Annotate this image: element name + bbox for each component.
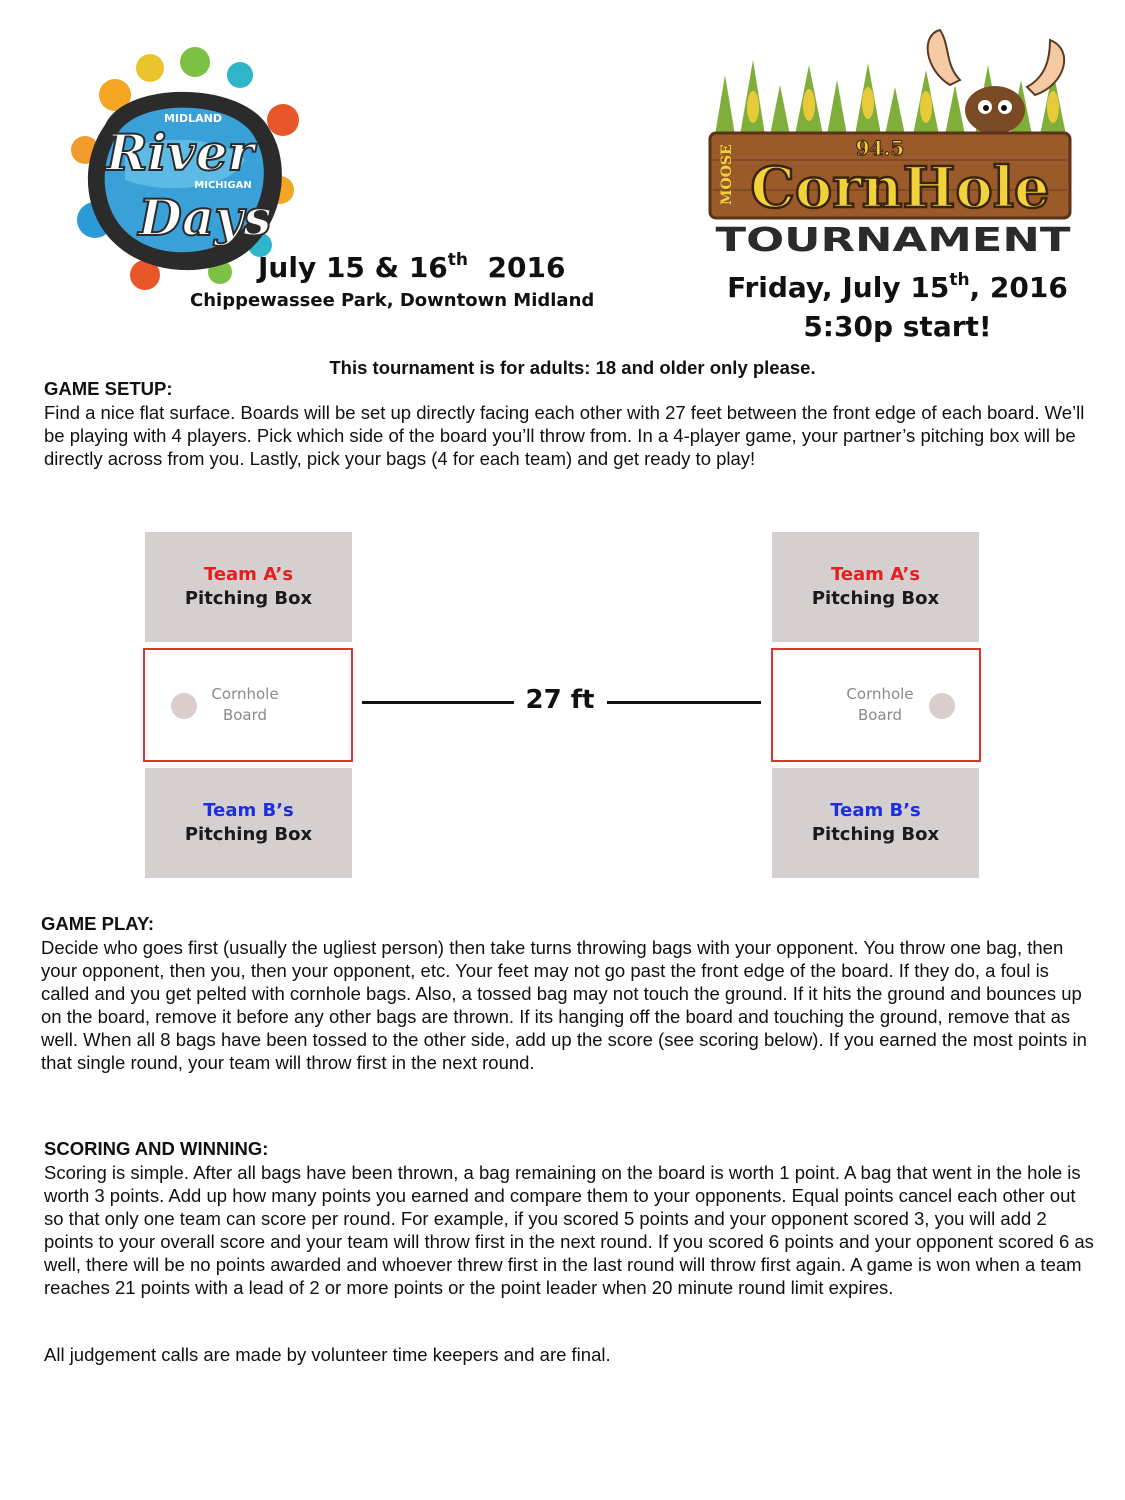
event-location: Chippewassee Park, Downtown Midland xyxy=(190,290,595,311)
cornhole-logo-tournament: TOURNAMENT xyxy=(715,220,1072,259)
right-cornhole-board xyxy=(771,648,981,762)
team-a-label: Team A’s xyxy=(830,564,921,585)
cornhole-logo-station: 94.5 xyxy=(855,136,905,160)
cornhole-board-label: Cornhole Board xyxy=(211,685,279,724)
team-b-label: Team B’s xyxy=(830,800,921,821)
tournament-date: Friday, July 15th, 2016 xyxy=(727,270,1068,304)
distance-line-left xyxy=(362,701,514,704)
board-hole-icon xyxy=(929,693,955,719)
pitching-box-label: Pitching Box xyxy=(184,588,313,609)
judgement-note: All judgement calls are made by volunteer time keepers and are final. xyxy=(44,1344,611,1365)
cornhole-tournament-logo xyxy=(705,15,1090,260)
cornhole-logo-word: CornHole xyxy=(750,155,1050,221)
game-setup-body: Find a nice flat surface. Boards will be set up directly facing each other with 27 feet between the front edge of each board. We’ll be playing with 4 players. Pick which side of the board you’ll throw from. In a 4-player game, your partner’s pitching box will be directly across from you. Lastly, pick your bags (4 for each team) and get ready to play! xyxy=(44,402,1085,469)
cornhole-board-label: Cornhole Board xyxy=(846,685,914,724)
river-days-midland: MIDLAND xyxy=(163,112,223,125)
game-play-heading: GAME PLAY: xyxy=(41,913,155,934)
left-team-b-pitching-box xyxy=(145,768,352,878)
right-team-b-pitching-box xyxy=(772,768,979,878)
scoring-body: Scoring is simple. After all bags have been thrown, a bag remaining on the board is worth 1 point. A bag that went in the hole is worth 3 points. Add up how many points you earned and compare them to your opponents. Equal points cancel each other out so that only one team can score per round. For example, if you scored 5 points and your opponent scored 3, you will add 2 points to your overall score and your team will throw first in the next round. If you scored 6 points and your opponent scored 6 as well, there will be no points awarded and whoever threw first in the last round will throw first again. A game is won when a team reaches 21 points with a lead of 2 or more points or the point leader when 20 minute round limit expires. xyxy=(44,1162,1094,1298)
tournament-start-time: 5:30p start! xyxy=(803,310,992,343)
left-cornhole-board xyxy=(143,648,353,762)
team-b-label: Team B’s xyxy=(203,800,294,821)
pitching-box-label: Pitching Box xyxy=(184,824,313,845)
team-a-label: Team A’s xyxy=(203,564,294,585)
left-team-a-pitching-box xyxy=(145,532,352,642)
cornhole-logo-brand: MOOSE xyxy=(719,144,735,205)
scoring-heading: SCORING AND WINNING: xyxy=(44,1138,269,1159)
game-setup-heading: GAME SETUP: xyxy=(44,378,173,399)
pitching-box-label: Pitching Box xyxy=(811,824,940,845)
event-dates: July 15 & 16th 2016 xyxy=(258,250,566,284)
game-play-body: Decide who goes first (usually the ugliest person) then take turns throwing bags with your opponent. You throw one bag, then your opponent, then you, then your opponent, etc. Your feet may not go past the front edge of the board. If they do, a foul is called and you get pelted with cornhole bags. Also, a tossed bag may not touch the ground. If it hits the ground and bounces up on the board, remove it before any other bags are thrown. If its hanging off the board and touching the ground, remove that as well. When all 8 bags have been tossed to the other side, add up the score (see scoring below). If you earned the most points in that single round, your team will throw first in the next round. xyxy=(41,937,1087,1073)
distance-label: 27 ft xyxy=(525,685,595,715)
pitching-box-label: Pitching Box xyxy=(811,588,940,609)
age-restriction-note: This tournament is for adults: 18 and older only please. xyxy=(329,357,816,378)
distance-line-right xyxy=(607,701,761,704)
river-days-michigan: MICHIGAN xyxy=(194,180,252,191)
right-team-a-pitching-box xyxy=(772,532,979,642)
river-days-days: Days xyxy=(138,188,272,247)
river-days-river: River xyxy=(106,123,254,182)
